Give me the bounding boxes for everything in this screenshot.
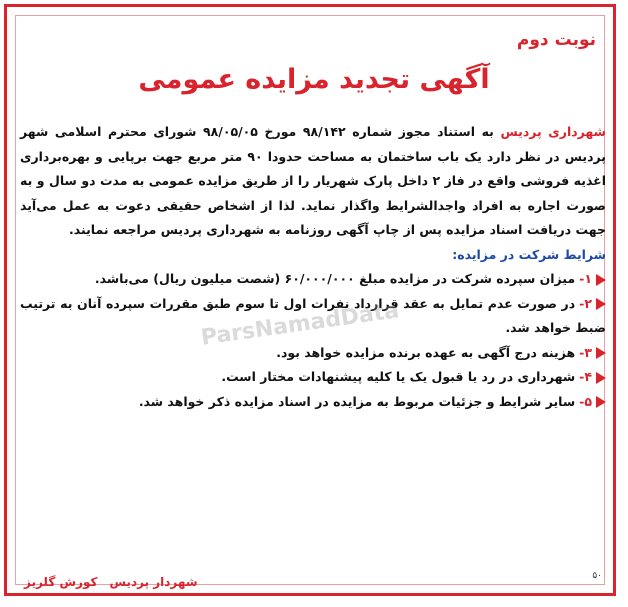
condition-number: ۴- xyxy=(579,369,592,384)
triangle-bullet-icon xyxy=(596,298,606,310)
triangle-bullet-icon xyxy=(596,347,606,359)
notice-round: نوبت دوم xyxy=(516,30,596,50)
condition-number: ۵- xyxy=(579,393,592,409)
page-code: ۵۰ xyxy=(592,571,602,581)
watermark: ParsNamadData xyxy=(199,298,401,351)
condition-number: ۲- xyxy=(579,295,592,311)
condition-item xyxy=(20,365,606,390)
intro-organization: شهرداری پردیس xyxy=(500,124,606,139)
signature-name: کورش گلریز xyxy=(24,575,98,589)
condition-item xyxy=(20,341,606,366)
triangle-bullet-icon xyxy=(596,372,606,384)
notice-title: آگهی تجدید مزایده عمومی xyxy=(138,64,490,95)
condition-item xyxy=(20,267,606,292)
triangle-bullet-icon xyxy=(596,396,606,408)
condition-item xyxy=(20,390,606,415)
condition-text: میزان سپرده شرکت در مزایده مبلغ ۶۰/۰۰۰/۰۰۰ (شصت میلیون ریال) می‌باشد. xyxy=(94,271,576,286)
conditions-title: شرایط شرکت در مزایده: xyxy=(452,246,606,262)
condition-number: ۱- xyxy=(579,271,592,286)
signature xyxy=(24,575,198,589)
signature-title: شهردار پردیس xyxy=(109,575,198,589)
triangle-bullet-icon xyxy=(596,274,606,286)
condition-item xyxy=(20,292,606,341)
condition-text: سایر شرایط و جزئیات مربوط به مزایده در اسناد مزایده ذکر خواهد شد. xyxy=(138,393,576,409)
condition-text: در صورت عدم تمایل به عقد قرارداد نفرات اول تا سوم طبق مقررات سپرده آنان به ترتیب ضبط خواهد شد. xyxy=(20,295,606,335)
intro-text: به استناد مجوز شماره ۹۸/۱۴۲ مورخ ۹۸/۰۵/۰۵ شورای محترم اسلامی شهر پردیس در نظر دارد یک باب ساختمان به مساحت حدودا ۹۰ متر مربع جهت برپایی و بهره‌برداری اغذیه فروشی واقع در فاز ۲ داخل پارک شهریار را از طریق مزایده عمومی به مدت دو سال و به صورت اجاره به افراد واجدالشرایط واگذار نماید. لذا از اشخاص حقیقی دعوت به عمل می‌آید جهت دریافت اسناد مزایده پس از چاپ آگهی روزنامه به شهرداری پردیس مراجعه نمایند. xyxy=(20,124,607,237)
condition-text: شهرداری در رد یا قبول یک یا کلیه پیشنهادات مختار است. xyxy=(221,369,576,384)
condition-number: ۳- xyxy=(579,344,592,360)
condition-text: هزینه درج آگهی به عهده برنده مزایده خواهد بود. xyxy=(276,344,576,360)
notice-body xyxy=(20,120,606,414)
